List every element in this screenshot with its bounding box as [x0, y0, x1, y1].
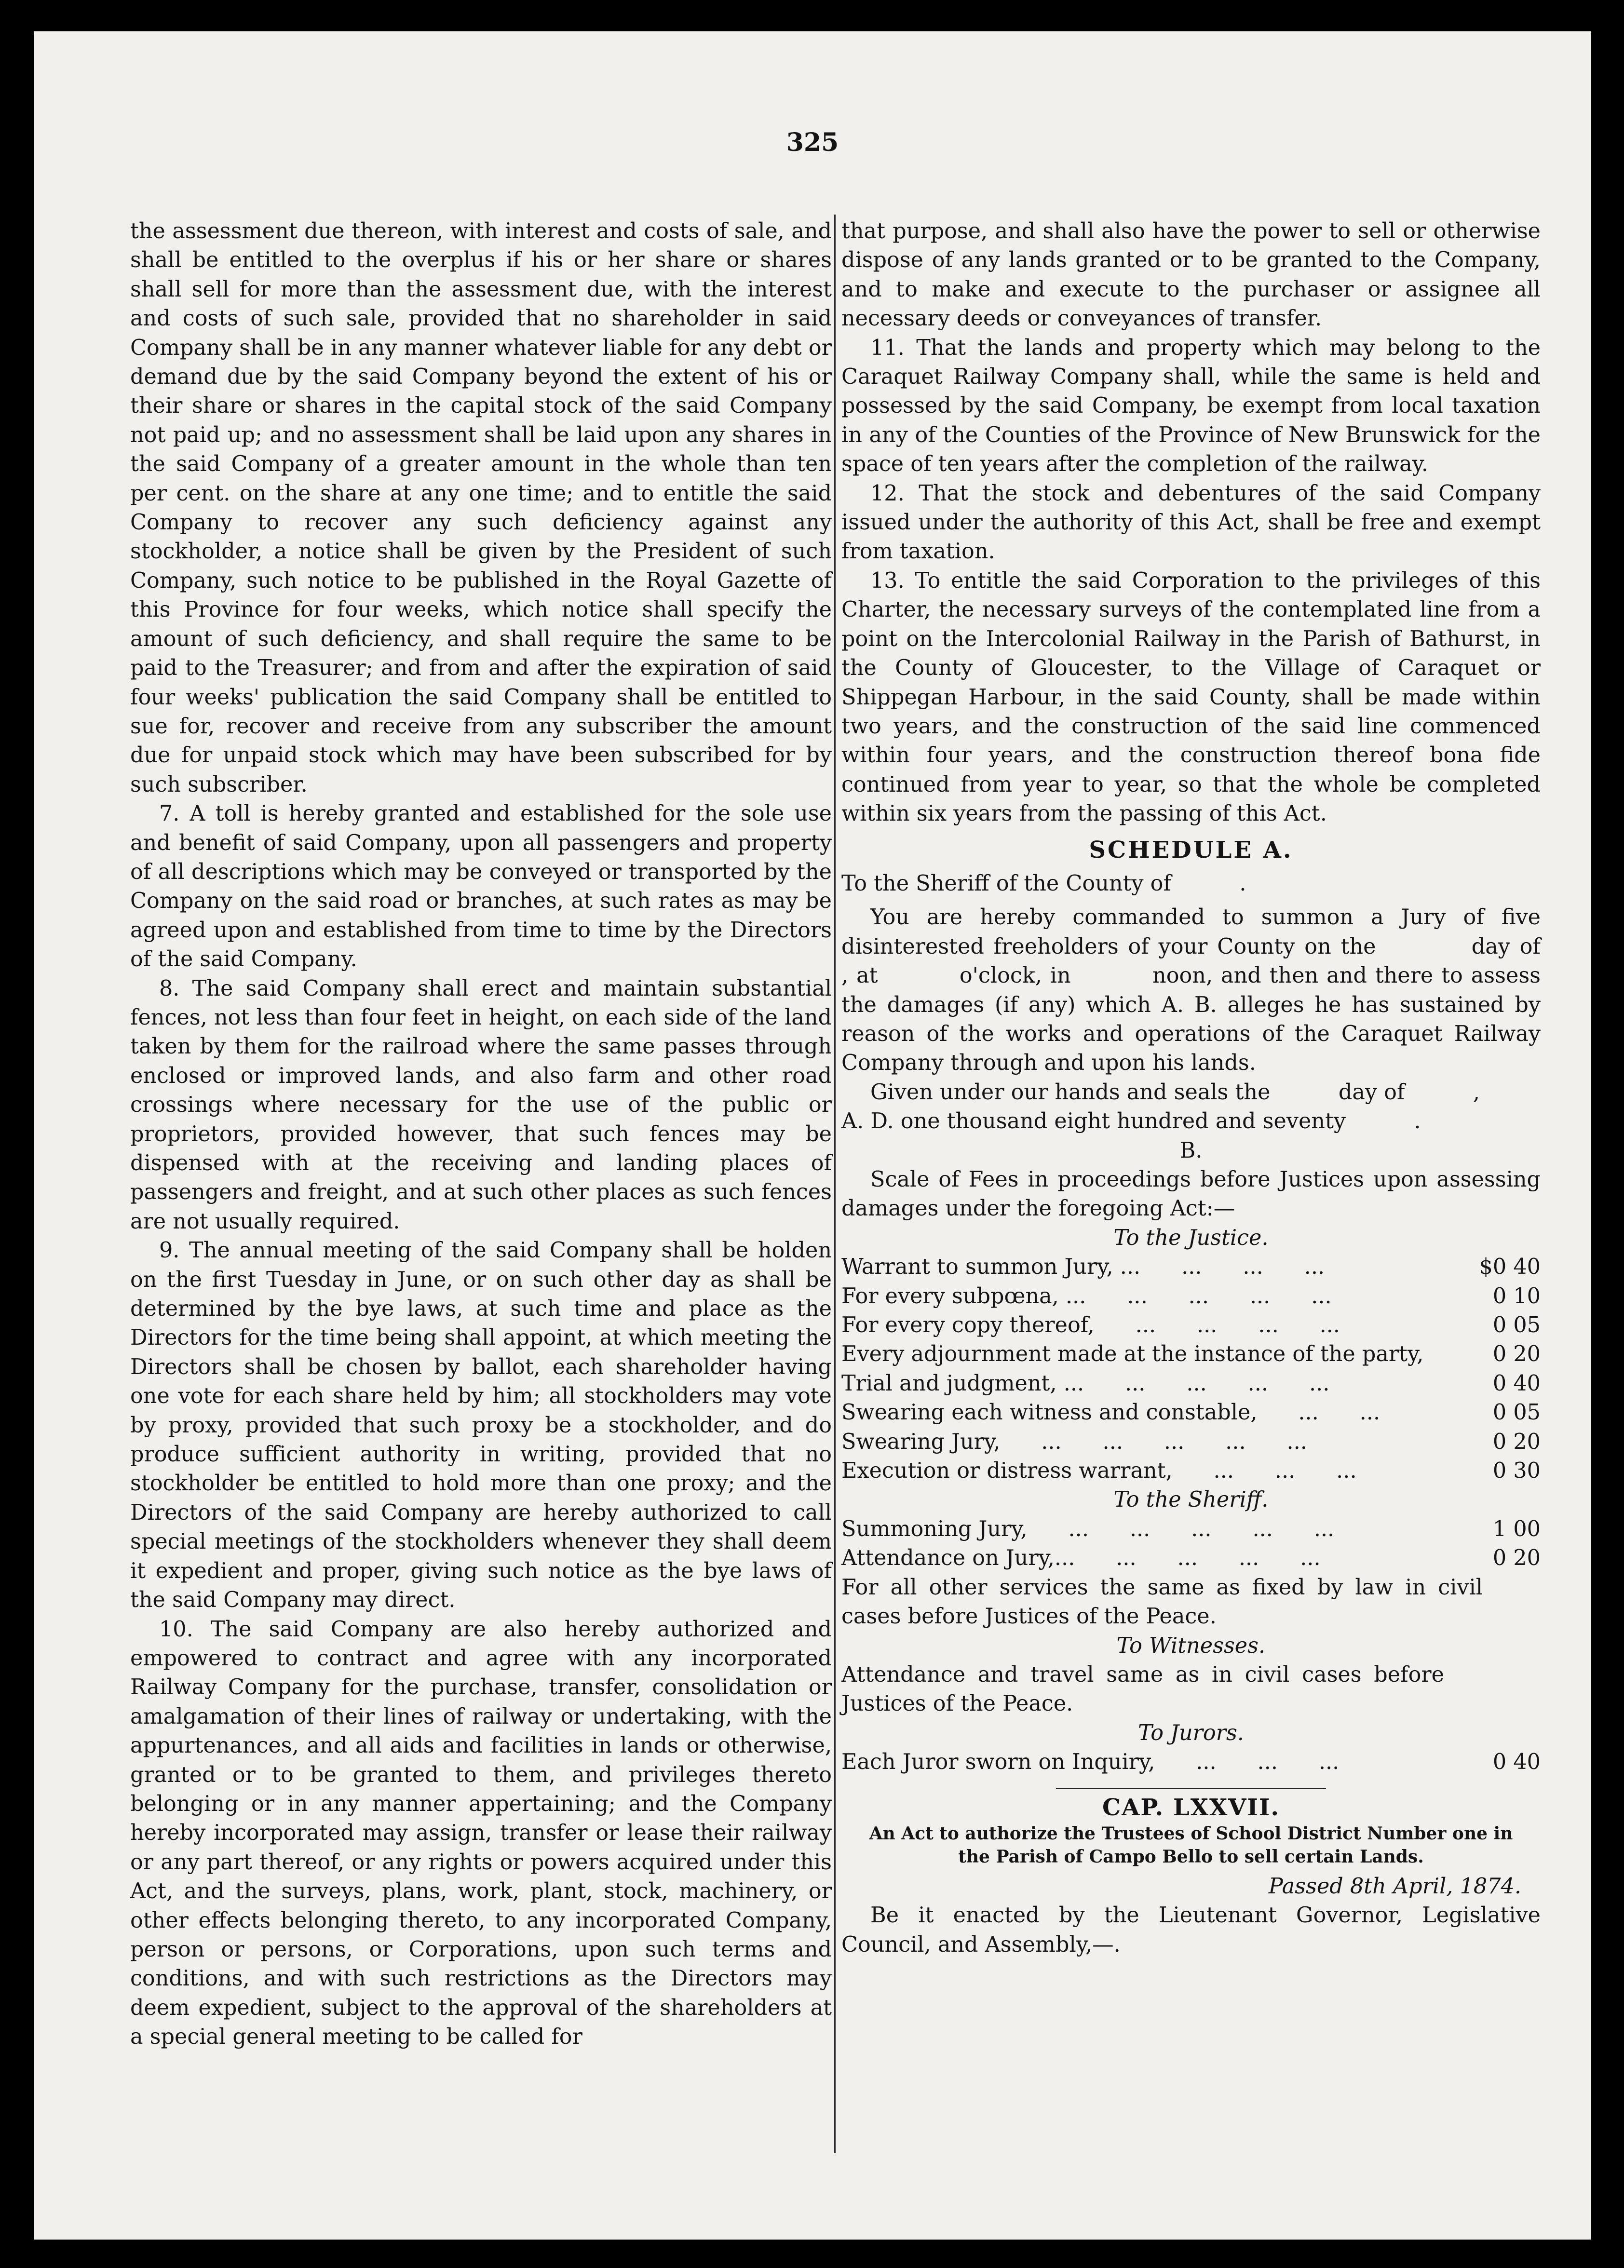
left-column — [130, 217, 832, 2052]
fee-item: Attendance on Jury,... ... ... ... ... — [841, 1546, 1321, 1571]
sheriff-fee-list — [841, 1515, 1541, 1573]
fee-item: Trial and judgment, ... ... ... ... ... — [841, 1371, 1330, 1396]
right-column — [841, 217, 1609, 1959]
fee-row — [841, 1282, 1541, 1311]
fee-amount: 0 20 — [1492, 1429, 1541, 1454]
section-12: 12. That the stock and debentures of the said Company issued under the authority of this Act, shall be free and exempt from taxation. — [841, 481, 1541, 564]
fee-row — [841, 1340, 1541, 1369]
page-number: 325 — [786, 128, 839, 157]
column-divider — [834, 215, 836, 2153]
fee-item: Each Juror sworn on Inquiry, ... ... ... — [841, 1750, 1340, 1775]
schedule-a-heading: SCHEDULE A. — [1089, 836, 1293, 864]
fee-amount: 1 00 — [1492, 1516, 1541, 1541]
sheriff-other-services: For all other services the same as fixed by law in civil cases before Justices of the Peace. — [841, 1575, 1483, 1629]
schedule-a-given-line-1: Given under our hands and seals the day of , — [870, 1080, 1480, 1105]
fee-row — [841, 1369, 1541, 1398]
act-title: An Act to authorize the Trustees of School District Number one in the Parish of Campo Bello to sell certain Lands. — [869, 1823, 1513, 1867]
section-13: 13. To entitle the said Corporation to the privileges of this Charter, the necessary surveys of the contemplated line from a point on the Intercolonial Railway in the Parish of Bathurst, in the County of Gloucester, to the Village of Caraquet or Shippegan Harbour, in the said County, shall be made within two years, and the construction of the said line commenced within four years, and the construction thereof bona fide continued from year to year, so that the whole be completed within six years from the passing of this Act. — [841, 568, 1541, 826]
fee-row — [841, 1311, 1541, 1340]
fee-amount: 0 40 — [1492, 1371, 1541, 1396]
section-7: 7. A toll is hereby granted and established for the sole use and benefit of said Company, upon all passengers and property of all descriptions which may be conveyed or transported by the Company on the said road or branches, at such rates as may be agreed upon and established from time to time by the Directors of the said Company. — [130, 801, 832, 972]
fee-row — [841, 1748, 1541, 1777]
justice-heading: To the Justice. — [1113, 1225, 1269, 1250]
section-11: 11. That the lands and property which may belong to the Caraquet Railway Company shall, while the same is held and possessed by the said Company, be exempt from local taxation in any of the Counties of the Province of New Brunswick for the space of ten years after the completion of the railway. — [841, 335, 1541, 477]
fee-row — [841, 1457, 1541, 1485]
fee-amount: 0 40 — [1492, 1750, 1541, 1775]
schedule-a-address: To the Sheriff of the County of . — [841, 871, 1246, 896]
fee-amount: 0 05 — [1492, 1313, 1541, 1338]
fee-amount: 0 10 — [1492, 1283, 1541, 1309]
schedule-a-body: You are hereby commanded to summon a Jury of five disinterested freeholders of your County on the day of , at o'clock, in noon, and then and there to assess the damages (if any) which A. B. alleges he has sustained by reason of the works and operations of the Caraquet Railway Company through and upon his lands. — [841, 905, 1609, 1076]
cap-title: CAP. LXXVII. — [1102, 1794, 1280, 1821]
document-page — [34, 31, 1609, 2240]
fee-amount: 0 20 — [1492, 1546, 1541, 1571]
fee-amount: 0 30 — [1492, 1458, 1541, 1484]
fee-item: Swearing Jury, ... ... ... ... ... — [841, 1429, 1307, 1454]
section-9: 9. The annual meeting of the said Company shall be holden on the first Tuesday in June, or on such other day as shall be determined by the bye laws, at such time and place as the Directors for the time being shall appoint, at which meeting the Directors shall be chosen by ballot, each shareholder having one vote for each share held by him; all stockholders may vote by proxy, provided that such proxy be a stockholder, and do produce sufficient authority in writing, provided that no stockholder be entitled to hold more than one proxy; and the Directors of the said Company are hereby authorized to call special meetings of the stockholders whenever they shall deem it expedient and proper, giving such notice as the bye laws of the said Company may direct. — [130, 1238, 832, 1613]
enactment-clause: Be it enacted by the Lieutenant Governor, Legislative Council, and Assembly,—. — [841, 1903, 1541, 1957]
paragraph-continuation-right: that purpose, and shall also have the power to sell or otherwise dispose of any lands granted or to be granted to the Company, and to make and execute to the purchaser or assignee all necessary deeds or conveyances of transfer. — [841, 219, 1541, 331]
fee-item: For every copy thereof, ... ... ... ... — [841, 1313, 1340, 1338]
fee-row — [841, 1253, 1541, 1282]
section-8: 8. The said Company shall erect and maintain substantial fences, not less than four feet in height, on each side of the land taken by them for the railroad where the same passes through enclosed or improved lands, and also farm and other road crossings where necessary for the use of the public or proprietors, provided however, that such fences may be dispensed with at the receiving and landing places of passengers and freight, and at such other places as such fences are not usually required. — [130, 976, 832, 1234]
fee-item: For every subpœna, ... ... ... ... ... — [841, 1283, 1332, 1309]
fee-item: Every adjournment made at the instance of the party, — [841, 1342, 1424, 1367]
cap-section — [841, 1793, 1541, 1960]
justice-fee-list — [841, 1253, 1541, 1485]
witness-heading: To Witnesses. — [1116, 1633, 1266, 1658]
schedule-b-heading: B. — [1179, 1138, 1203, 1163]
schedule-b — [841, 1136, 1541, 1777]
fee-amount: 0 05 — [1492, 1400, 1541, 1425]
schedule-b-intro: Scale of Fees in proceedings before Justices upon assessing damages under the foregoing Act:— — [841, 1167, 1541, 1221]
section-10: 10. The said Company are also hereby authorized and empowered to contract and agree with any incorporated Railway Company for the purchase, transfer, consolidation or amalgamation of their lines of railway or undertaking, with the appurtenances, and all aids and facilities in lands or otherwise, granted or to be granted to them, and privileges thereto belonging or in any manner appertaining; and the Company hereby incorporated may assign, transfer or lease their railway or any part thereof, or any rights or powers acquired under this Act, and the surveys, plans, work, plant, stock, machinery, or other effects belonging thereto, to any incorporated Company, person or persons, or Corporations, upon such terms and conditions, and with such restrictions as the Directors may deem expedient, subject to the approval of the shareholders at a special general meeting to be called for — [130, 1617, 832, 2050]
passed-date: Passed 8th April, 1874. — [1268, 1874, 1521, 1899]
schedule-a — [841, 836, 1609, 1136]
fee-item: Execution or distress warrant, ... ... ... — [841, 1458, 1357, 1484]
fee-row — [841, 1544, 1541, 1573]
sheriff-heading: To the Sheriff. — [1113, 1487, 1269, 1512]
schedule-a-given-line-2: A. D. one thousand eight hundred and seventy . — [841, 1109, 1421, 1134]
fee-item: Swearing each witness and constable, ... ... — [841, 1400, 1380, 1425]
fee-amount: $0 40 — [1479, 1255, 1541, 1280]
jurors-heading: To Jurors. — [1138, 1720, 1244, 1745]
fee-item: Warrant to summon Jury, ... ... ... ... — [841, 1255, 1325, 1280]
fee-amount: 0 20 — [1492, 1342, 1541, 1367]
paragraph-continuation: the assessment due thereon, with interest and costs of sale, and shall be entitled to the overplus if his or her share or shares shall sell for more than the assessment due, with the interest and costs of such sale, provided that no shareholder in said Company shall be in any manner whatever liable for any debt or demand due by the said Company beyond the extent of his or their share or shares in the capital stock of the said Company not paid up; and no assessment shall be laid upon any shares in the said Company of a greater amount in the whole than ten per cent. on the share at any one time; and to entitle the said Company to recover any such deficiency against any stockholder, a notice shall be given by the President of such Company, such notice to be published in the Royal Gazette of this Province for four weeks, which notice shall specify the amount of such deficiency, and shall require the same to be paid to the Treasurer; and from and after the expiration of said four weeks' publication the said Company shall be entitled to sue for, recover and receive from any subscriber the amount due for unpaid stock which may have been subscribed for by such subscriber. — [130, 219, 832, 797]
witness-text: Attendance and travel same as in civil cases before Justices of the Peace. — [841, 1662, 1444, 1716]
fee-row — [841, 1398, 1541, 1427]
fee-item: Summoning Jury, ... ... ... ... ... — [841, 1516, 1335, 1541]
section-rule — [1056, 1788, 1326, 1789]
fee-row — [841, 1428, 1541, 1457]
fee-row — [841, 1515, 1541, 1544]
